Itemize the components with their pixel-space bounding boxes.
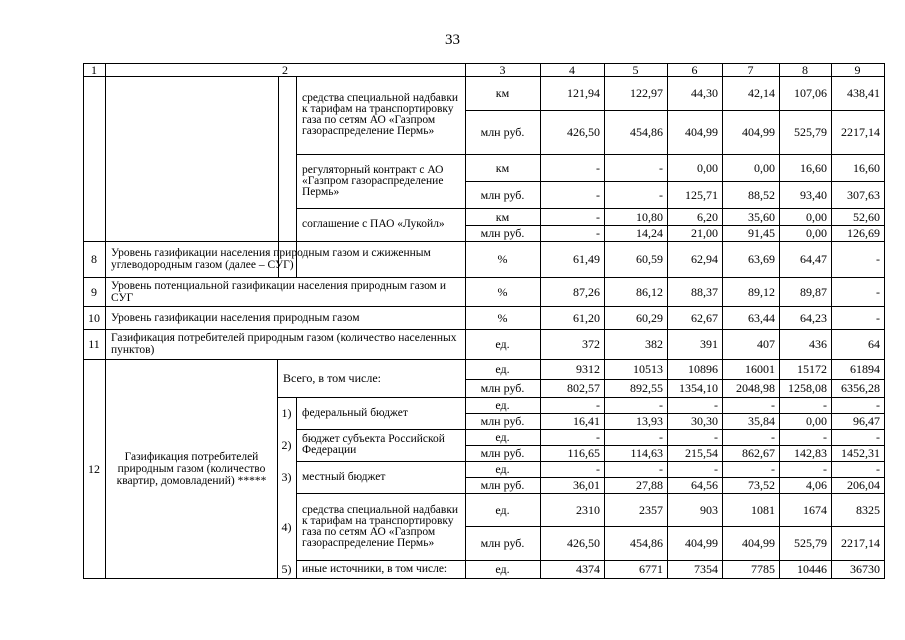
f-ed-value: -	[596, 398, 600, 412]
col-header-5: 5	[632, 62, 639, 77]
row11-unit: ед.	[495, 337, 510, 351]
luk-km-value: 0,00	[806, 209, 827, 224]
row9-value: -	[876, 284, 880, 299]
reg-km-value: 16,60	[853, 160, 880, 175]
sub-number-m: 3)	[281, 470, 292, 484]
s-rub-value: 116,65	[567, 446, 600, 460]
tot-ed-value: 15172	[797, 362, 827, 376]
row-number-12: 12	[88, 461, 100, 476]
luk-rub-value: 126,69	[847, 226, 880, 240]
m-rub-value: 4,06	[806, 478, 827, 492]
luk-km-value: 10,80	[636, 209, 663, 224]
row-label-9: Уровень потенциальной газификации населения природным газом и СУГ	[111, 279, 446, 304]
col-header-7: 7	[747, 62, 754, 77]
n-rub-value: 426,50	[567, 536, 600, 550]
reg-rub-value: -	[596, 187, 600, 202]
spec-km-unit: км	[495, 86, 510, 100]
reg-rub-value: 125,71	[685, 187, 718, 202]
o-ed-value: 7354	[694, 562, 718, 576]
tot-rub-value: 802,57	[567, 381, 600, 395]
s-ed-value: -	[823, 430, 827, 444]
n-ed-value: 1081	[751, 502, 775, 517]
sub-label-s: бюджет субъекта Российской Федерации	[302, 433, 445, 456]
row-number-10: 10	[88, 310, 100, 325]
n-ed-unit: ед.	[495, 502, 510, 517]
sub-label-m: местный бюджет	[302, 470, 386, 483]
tot-ed-unit: ед.	[495, 362, 510, 376]
s-rub-value: 1452,31	[841, 446, 880, 460]
tot-ed-value: 16001	[745, 362, 775, 376]
reg-rub-value: 88,52	[748, 187, 775, 202]
n-rub-value: 2217,14	[841, 536, 880, 550]
reg-rub-value: 93,40	[800, 187, 827, 202]
f-rub-value: 0,00	[806, 414, 827, 428]
m-rub-unit: млн руб.	[480, 478, 525, 492]
n-ed-value: 2310	[576, 502, 600, 517]
table-rule	[884, 63, 885, 579]
m-rub-value: 27,88	[636, 478, 663, 492]
spec-rub-value: 454,86	[630, 125, 663, 139]
o-ed-value: 7785	[751, 562, 775, 576]
n-ed-value: 1674	[803, 502, 827, 517]
s-ed-value: -	[714, 430, 718, 444]
n-rub-value: 404,99	[685, 536, 718, 550]
row9-value: 87,26	[573, 284, 600, 299]
sub-number-f: 1)	[281, 406, 292, 420]
tot-rub-value: 2048,98	[736, 381, 775, 395]
row8-value: 60,59	[636, 252, 663, 266]
sub-label-n: средства специальной надбавки к тарифам на транспортировку газа по сетям АО «Газпром газораспределение Пермь»	[302, 503, 459, 549]
spec-km-value: 121,94	[567, 86, 600, 100]
reg-km-unit: км	[495, 160, 510, 175]
row11-value: 64	[868, 337, 880, 351]
spec-rub-value: 404,99	[685, 125, 718, 139]
f-ed-unit: ед.	[495, 398, 510, 412]
n-rub-value: 404,99	[742, 536, 775, 550]
page-number: 33	[445, 32, 460, 48]
s-rub-value: 215,54	[685, 446, 718, 460]
s-ed-value: -	[659, 430, 663, 444]
m-rub-value: 36,01	[573, 478, 600, 492]
f-ed-value: -	[823, 398, 827, 412]
luk-rub-value: 0,00	[806, 226, 827, 240]
m-ed-value: -	[714, 462, 718, 476]
spec-rub-value: 2217,14	[841, 125, 880, 139]
row8-value: 64,47	[800, 252, 827, 266]
reg-rub-value: -	[659, 187, 663, 202]
luk-rub-value: 91,45	[748, 226, 775, 240]
spec-rub-unit: млн руб.	[480, 125, 525, 139]
luk-rub-value: -	[596, 226, 600, 240]
s-ed-unit: ед.	[495, 430, 510, 444]
m-ed-value: -	[771, 462, 775, 476]
row11-value: 372	[582, 337, 600, 351]
f-rub-value: 35,84	[748, 414, 775, 428]
row-label-11: Газификация потребителей природным газом (количество населенных пунктов)	[111, 332, 457, 356]
row10-value: 62,67	[691, 310, 718, 325]
n-rub-value: 525,79	[794, 536, 827, 550]
row-label-10: Уровень газификации населения природным газом	[111, 311, 360, 324]
sub-spec-label: средства специальной надбавки к тарифам на транспортировку газа по сетям АО «Газпром газораспределение Пермь»	[302, 92, 459, 137]
reg-km-value: -	[659, 160, 663, 175]
row10-value: 61,20	[573, 310, 600, 325]
n-rub-value: 454,86	[630, 536, 663, 550]
m-ed-unit: ед.	[495, 462, 510, 476]
reg-km-value: 0,00	[754, 160, 775, 175]
o-ed-value: 4374	[576, 562, 600, 576]
f-ed-value: -	[714, 398, 718, 412]
o-ed-value: 6771	[639, 562, 663, 576]
tot-rub-value: 1354,10	[679, 381, 718, 395]
tot-ed-value: 61894	[850, 362, 880, 376]
f-ed-value: -	[876, 398, 880, 412]
m-rub-value: 64,56	[691, 478, 718, 492]
m-ed-value: -	[823, 462, 827, 476]
spec-rub-value: 525,79	[794, 125, 827, 139]
sub-number-s: 2)	[281, 438, 292, 452]
luk-km-value: 52,60	[853, 209, 880, 224]
f-rub-value: 96,47	[853, 414, 880, 428]
tot-rub-value: 1258,08	[788, 381, 827, 395]
spec-km-value: 438,41	[847, 86, 880, 100]
col-header-2: 2	[282, 62, 288, 77]
tot-rub-value: 892,55	[630, 381, 663, 395]
reg-km-value: 16,60	[800, 160, 827, 175]
spec-rub-value: 404,99	[742, 125, 775, 139]
reg-km-value: 0,00	[697, 160, 718, 175]
sub-label-o: иные источники, в том числе:	[302, 562, 448, 575]
row10-value: -	[876, 310, 880, 325]
m-rub-value: 73,52	[748, 478, 775, 492]
table-rule	[296, 397, 297, 579]
f-rub-value: 13,93	[636, 414, 663, 428]
row-label-12: Газификация потребителей природным газом (количество квартир, домовладений) *****	[116, 450, 267, 487]
row11-value: 391	[700, 337, 718, 351]
f-rub-unit: млн руб.	[480, 414, 525, 428]
reg-rub-value: 307,63	[847, 187, 880, 202]
row9-value: 89,12	[748, 284, 775, 299]
col-header-8: 8	[802, 62, 808, 77]
row8-value: -	[876, 252, 880, 266]
s-ed-value: -	[876, 430, 880, 444]
table-rule	[83, 578, 885, 579]
n-ed-value: 2357	[639, 502, 663, 517]
table-rule	[105, 63, 106, 579]
reg-km-value: -	[596, 160, 600, 175]
m-ed-value: -	[596, 462, 600, 476]
n-ed-value: 903	[700, 502, 718, 517]
o-ed-value: 10446	[797, 562, 827, 576]
row11-value: 382	[645, 337, 663, 351]
s-rub-value: 114,63	[630, 446, 663, 460]
o-ed-value: 36730	[850, 562, 880, 576]
luk-rub-value: 21,00	[691, 226, 718, 240]
row-number-11: 11	[88, 337, 100, 351]
row11-value: 407	[757, 337, 775, 351]
luk-km-value: -	[596, 209, 600, 224]
m-ed-value: -	[659, 462, 663, 476]
row9-value: 86,12	[636, 284, 663, 299]
tot-ed-value: 10896	[688, 362, 718, 376]
row8-unit: %	[497, 252, 508, 266]
row10-value: 63,44	[748, 310, 775, 325]
col-header-4: 4	[569, 62, 575, 77]
s-ed-value: -	[596, 430, 600, 444]
row-label-8: Уровень газификации населения природным газом и сжиженным углеводородным газом (далее – СУГ)	[111, 247, 431, 271]
spec-km-value: 122,97	[630, 86, 663, 100]
spec-km-value: 107,06	[794, 86, 827, 100]
luk-km-unit: км	[495, 209, 510, 224]
spec-km-value: 42,14	[748, 86, 775, 100]
sub-lukoil-label: соглашение с ПАО «Лукойл»	[302, 218, 445, 230]
row8-value: 61,49	[573, 252, 600, 266]
row8-value: 63,69	[748, 252, 775, 266]
n-ed-value: 8325	[856, 502, 880, 517]
spec-rub-value: 426,50	[567, 125, 600, 139]
s-rub-value: 142,83	[794, 446, 827, 460]
m-ed-value: -	[876, 462, 880, 476]
tot-ed-value: 9312	[576, 362, 600, 376]
reg-rub-unit: млн руб.	[480, 187, 525, 202]
luk-rub-value: 14,24	[636, 226, 663, 240]
row10-unit: %	[497, 310, 508, 325]
row9-value: 89,87	[800, 284, 827, 299]
n-rub-unit: млн руб.	[480, 536, 525, 550]
luk-km-value: 6,20	[697, 209, 718, 224]
s-ed-value: -	[771, 430, 775, 444]
f-rub-value: 16,41	[573, 414, 600, 428]
col-header-1: 1	[91, 62, 97, 77]
s-rub-value: 862,67	[742, 446, 775, 460]
s-rub-unit: млн руб.	[480, 446, 525, 460]
luk-rub-unit: млн руб.	[480, 226, 525, 240]
f-ed-value: -	[659, 398, 663, 412]
row9-value: 88,37	[691, 284, 718, 299]
sub-number-o: 5)	[281, 562, 292, 576]
tot-ed-value: 10513	[633, 362, 663, 376]
f-rub-value: 30,30	[691, 414, 718, 428]
total-label: Всего, в том числе:	[283, 371, 381, 385]
m-rub-value: 206,04	[847, 478, 880, 492]
tot-rub-unit: млн руб.	[480, 381, 525, 395]
tot-rub-value: 6356,28	[841, 381, 880, 395]
row-number-9: 9	[91, 284, 97, 299]
spec-km-value: 44,30	[691, 86, 718, 100]
sub-number-n: 4)	[281, 519, 292, 534]
col-header-9: 9	[854, 62, 861, 77]
row10-value: 60,29	[636, 310, 663, 325]
row10-value: 64,23	[800, 310, 827, 325]
row-number-8: 8	[91, 252, 97, 266]
row8-value: 62,94	[691, 252, 718, 266]
f-ed-value: -	[771, 398, 775, 412]
col-header-6: 6	[691, 62, 698, 77]
row11-value: 436	[809, 337, 827, 351]
o-ed-unit: ед.	[495, 562, 510, 576]
sub-label-f: федеральный бюджет	[302, 406, 408, 419]
luk-km-value: 35,60	[748, 209, 775, 224]
col-header-3: 3	[499, 62, 506, 77]
sub-reg-label: регуляторный контракт с АО «Газпром газораспределение Пермь»	[302, 163, 444, 198]
row9-unit: %	[497, 284, 508, 299]
